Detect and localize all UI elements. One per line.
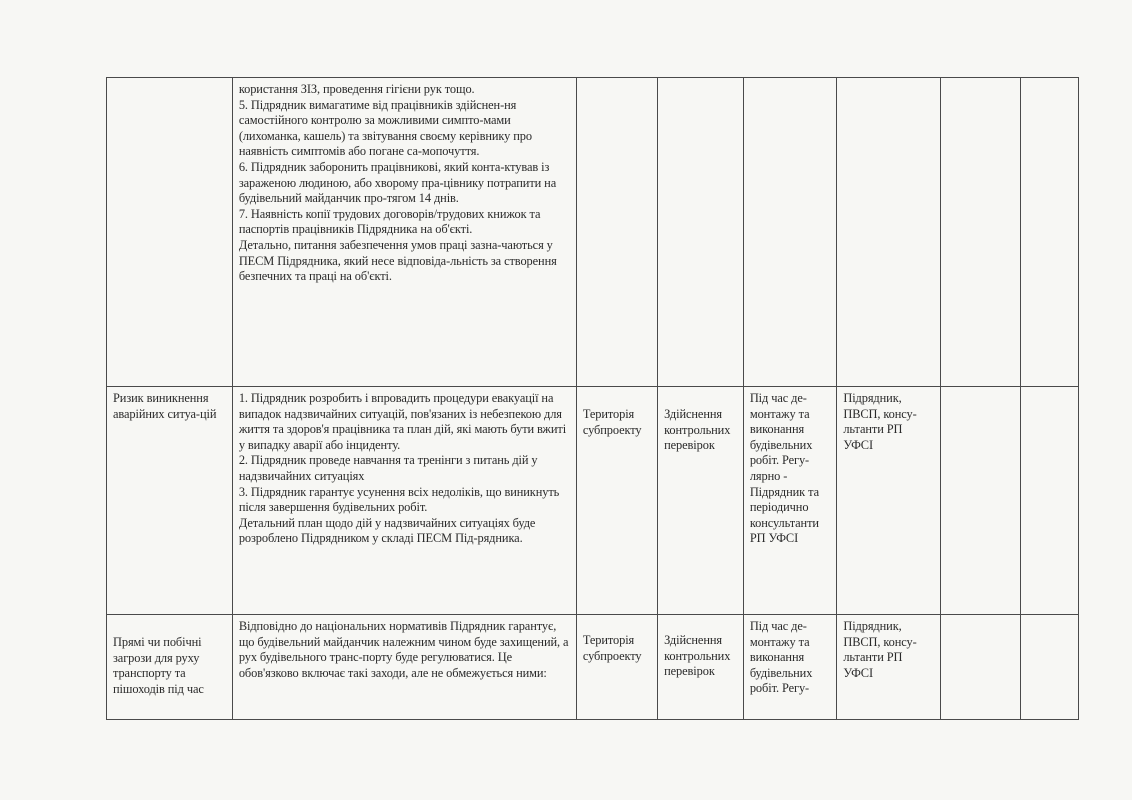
empty-cell [940, 387, 1020, 615]
method-cell [658, 78, 744, 387]
table-row [107, 78, 1079, 387]
location-cell: Територія субпроекту [576, 615, 657, 720]
timing-cell [743, 78, 837, 387]
measure-paragraph: 1. Підрядник розробить і впровадить процедури евакуації на випадок надзвичайних ситуацій, пов'язаних із небезпекою для життя та здоров'я працівника та план дій, які мають бути вжиті у випадку аварії або інциденту. [238, 391, 567, 452]
measure-paragraph: Детально, питання забезпечення умов праці зазна-чаються у ПЕСМ Підрядника, який несе відповіда-льність за створення безпечних та праці на об'єкті. [238, 237, 557, 284]
method-cell: Здійснення контрольних перевірок [658, 387, 744, 615]
table-row [107, 615, 1079, 720]
timing-cell: Під час де-монтажу та виконання будівельних робіт. Регу- [743, 615, 837, 720]
measures-cell [232, 387, 576, 615]
measure-paragraph: Детальний план щодо дій у надзвичайних ситуаціях буде розроблено Підрядником у складі ПЕСМ Під-рядника. [238, 515, 536, 546]
measure-paragraph: 3. Підрядник гарантує усунення всіх недоліків, що виникнуть після завершення будівельних робіт. [238, 484, 560, 515]
risk-cell [107, 78, 233, 387]
method-cell: Здійснення контрольних перевірок [658, 615, 744, 720]
responsible-cell: Підрядник, ПВСП, консу-льтанти РП УФСІ [837, 387, 941, 615]
measures-cell [232, 78, 576, 387]
measure-paragraph: 7. Наявність копії трудових договорів/трудових книжок та паспортів працівників Підрядника на об'єкті. [238, 206, 541, 237]
risk-cell: Прямі чи побічні загрози для руху транспорту та пішоходів під час [107, 615, 233, 720]
measure-paragraph: 5. Підрядник вимагатиме від працівників здійснен-ня самостійного контролю за можливими симпто-мами (лихоманка, кашель) та звітування своєму керівнику про наявність симптомів або погане са-мопочуття. [238, 97, 532, 159]
empty-cell [1021, 615, 1079, 720]
risk-cell: Ризик виникнення аварійних ситуа-цій [107, 387, 233, 615]
empty-cell [940, 615, 1020, 720]
measure-paragraph: 2. Підрядник проведе навчання та тренінги з питань дій у надзвичайних ситуаціях [238, 453, 538, 483]
responsible-cell: Підрядник, ПВСП, консу-льтанти РП УФСІ [837, 615, 941, 720]
empty-cell [1021, 78, 1079, 387]
measure-paragraph: 6. Підрядник заборонить працівникові, який конта-ктував із зараженою людиною, або хворому пра-цівнику потрапити на будівельний майданчик про-тягом 14 днів. [238, 159, 557, 206]
empty-cell [940, 78, 1020, 387]
location-cell: Територія субпроекту [576, 387, 657, 615]
measures-cell [232, 615, 576, 720]
measure-paragraph: користання ЗІЗ, проведення гігієни рук тощо. [238, 82, 475, 96]
measures-table [106, 77, 1079, 720]
measure-paragraph: Відповідно до національних нормативів Підрядник гарантує, що будівельний майданчик належним чином буде захищений, а рух будівельного транс-порту буде регулюватися. Це обов'язково включає такі заходи, але не обмежується ними: [238, 619, 569, 680]
timing-cell: Під час де-монтажу та виконання будівельних робіт. Регу-лярно - Підрядник та періодично консультанти РП УФСІ [743, 387, 837, 615]
responsible-cell [837, 78, 941, 387]
table-row [107, 387, 1079, 615]
location-cell [576, 78, 657, 387]
empty-cell [1021, 387, 1079, 615]
